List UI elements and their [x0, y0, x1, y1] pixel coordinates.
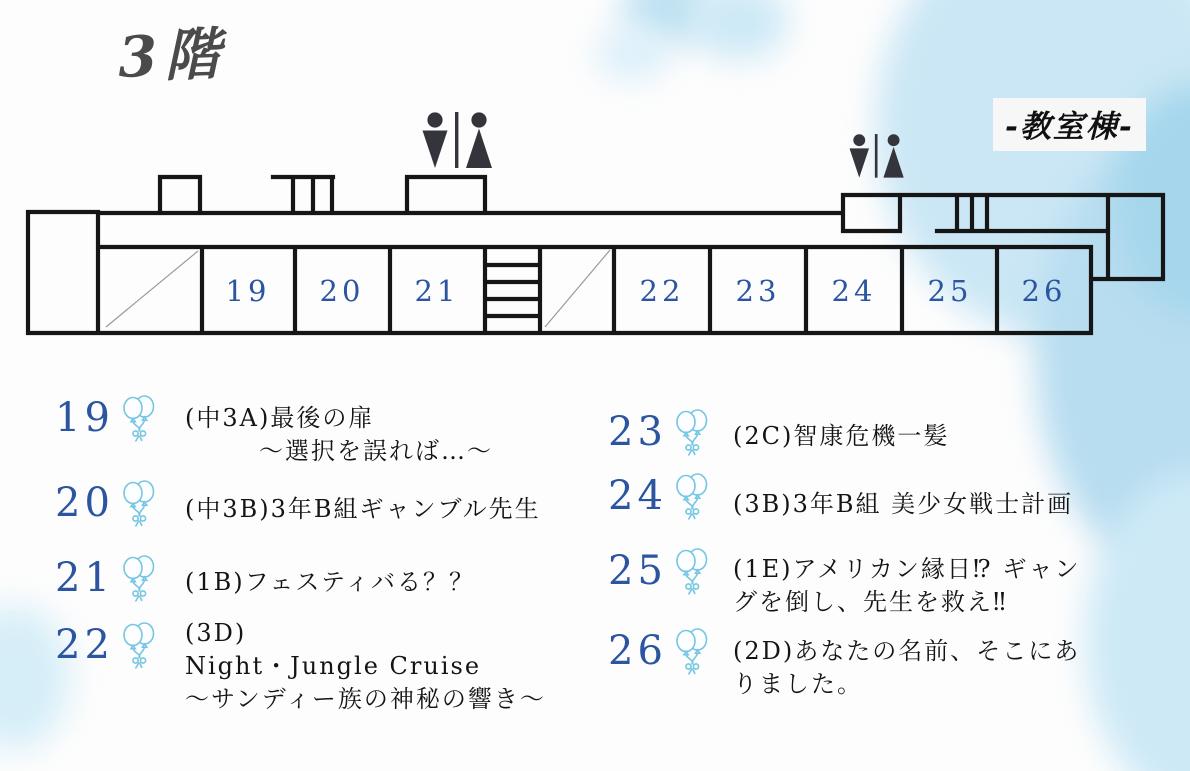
legend-line: (3B)3年B組 美少女戦士計画 — [733, 490, 1074, 518]
legend-room-number: 19 — [55, 395, 114, 441]
legend-room-number: 26 — [608, 628, 667, 674]
legend-line: (1E)アメリカン縁日⁉ ギャン — [733, 555, 1081, 583]
balloons-icon — [672, 409, 712, 457]
legend-line: (3D) — [185, 619, 247, 647]
legend-item-25 — [608, 548, 1081, 616]
legend-item-20 — [55, 480, 541, 528]
legend-room-number: 20 — [55, 480, 114, 526]
legend-room-number: 21 — [55, 555, 114, 601]
legend-room-number: 25 — [608, 548, 667, 594]
legend-line: グを倒し、先生を救え‼ — [733, 588, 1008, 616]
legend-description — [185, 493, 541, 526]
balloons-icon — [672, 628, 712, 676]
plan-room-number-26: 26 — [1021, 274, 1067, 308]
legend-item-19 — [55, 395, 493, 465]
legend-line: Night・Jungle Cruise — [185, 652, 482, 680]
legend-description — [185, 566, 475, 599]
legend-description — [733, 488, 1073, 521]
floor-title: 3階 — [117, 21, 229, 91]
plan-room-number-25: 25 — [927, 274, 973, 308]
legend-line: (中3A)最後の扉 — [185, 404, 375, 432]
balloons-icon — [119, 622, 159, 670]
restroom-icon — [423, 112, 493, 168]
legend-item-22 — [55, 619, 546, 713]
restroom-icon — [850, 134, 904, 178]
legend-line: ～サンディー族の神秘の響き～ — [185, 685, 546, 713]
plan-room-number-19: 19 — [225, 274, 271, 308]
balloons-icon — [672, 473, 712, 521]
plan-room-number-22: 22 — [639, 274, 685, 308]
legend-line: (中3B)3年B組ギャンブル先生 — [185, 495, 541, 523]
legend-room-number: 22 — [55, 622, 114, 668]
legend-item-26 — [608, 628, 1081, 698]
building-label: -教室棟- — [993, 98, 1146, 151]
legend-line: りました。 — [733, 670, 863, 698]
plan-room-number-21: 21 — [414, 274, 460, 308]
legend-description — [185, 617, 546, 716]
plan-room-number-24: 24 — [831, 274, 877, 308]
legend-line: (1B)フェスティバる？？ — [185, 568, 476, 596]
plan-room-number-20: 20 — [319, 274, 365, 308]
legend-item-24 — [608, 473, 1074, 521]
legend-description — [733, 420, 949, 453]
balloons-icon — [119, 555, 159, 603]
plan-room-number-23: 23 — [735, 274, 781, 308]
legend-description — [185, 402, 493, 468]
plan-walls — [28, 177, 1163, 333]
balloons-icon — [119, 395, 159, 443]
balloons-icon — [119, 480, 159, 528]
balloons-icon — [672, 548, 712, 596]
legend-line: ～選択を誤れば…～ — [259, 437, 493, 465]
legend-description — [733, 553, 1081, 619]
legend-room-number: 24 — [608, 473, 667, 519]
legend-description — [733, 635, 1080, 701]
legend-room-number: 23 — [608, 409, 667, 455]
legend-item-23 — [608, 409, 950, 457]
legend-line: (2C)智康危機一髪 — [733, 422, 950, 450]
legend-item-21 — [55, 555, 476, 603]
legend-line: (2D)あなたの名前、そこにあ — [733, 637, 1081, 665]
